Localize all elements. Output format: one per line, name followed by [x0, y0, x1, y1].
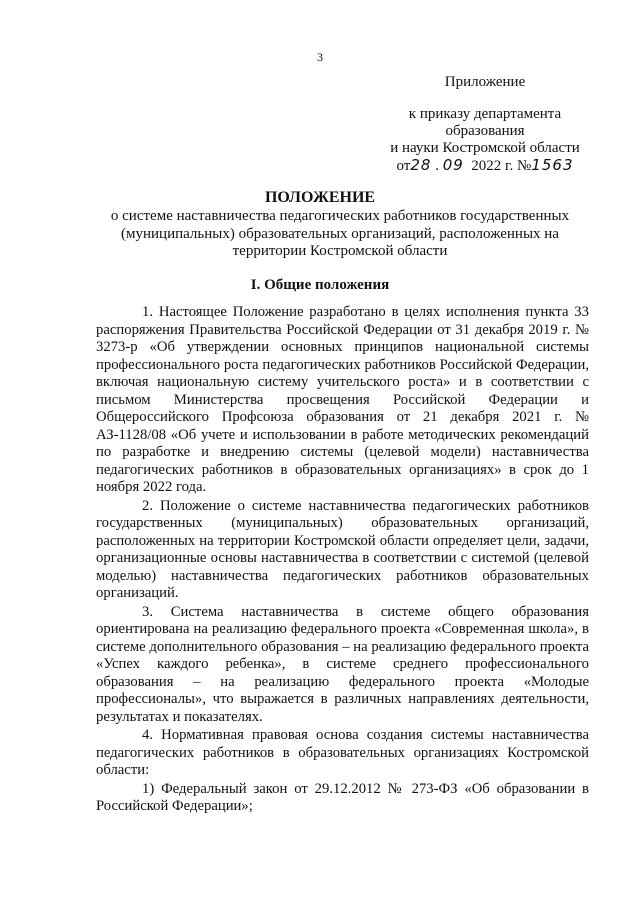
document-title: ПОЛОЖЕНИЕ — [264, 189, 376, 206]
annex-line-3: и науки Костромской области — [390, 140, 580, 156]
section-heading: I. Общие положения — [250, 277, 390, 293]
annex-line-2: образования — [445, 123, 525, 139]
paragraph: 3. Система наставничества в системе общего образования ориентирована на реализацию федерального проекта «Современная школа», в системе дополнительного образования – на реализацию федерального проекта «Успех каждого ребенка», в системе среднего профессионального образования – на реализацию федерального проекта «Молодые профессионалы», что выражается в различных направлениях деятельности, результатах и показателях. — [96, 603, 589, 725]
annex-title: Приложение — [444, 74, 526, 90]
annex-line-1: к приказу департамента — [408, 106, 562, 122]
handwritten-day: 28 — [410, 156, 432, 174]
document-subtitle: о системе наставничества педагогических работников государственных (муниципальных) образовательных организаций, расположенных на территории Костромской области — [110, 208, 570, 259]
paragraph: 1. Настоящее Положение разработано в целях исполнения пункта 33 распоряжения Правительства Российской Федерации от 31 декабря 2019 г. № 3273-р «Об утверждении основных принципов национальной системы профессионального роста педагогических работников Российской Федерации, включая национальную систему учительского роста» и в соответствии с письмом Министерства просвещения Российской Федерации и Общероссийского Профсоюза образования от 21 декабря 2021 г. № АЗ-1128/08 «Об учете и использовании в работе методических рекомендаций по разработке и внедрению системы (целевой модели) наставничества педагогических работников в образовательных организациях» в срок до 1 ноября 2022 года. — [96, 304, 589, 495]
date-prefix: от — [396, 158, 411, 174]
date-year: 2022 г. № — [471, 158, 532, 174]
document-body — [96, 304, 589, 817]
annex-block — [360, 106, 610, 175]
handwritten-month: 09 — [442, 156, 464, 174]
paragraph: 2. Положение о системе наставничества педагогических работников государственных (муниципальных) образовательных организаций, расположенных на территории Костромской области определяет цели, задачи, организационные основы наставничества в соответствии с системой (целевой моделью) наставничества педагогических работников образовательных организаций. — [96, 497, 589, 601]
annex-date-line: от28 . 09 2022 г. №1563 — [396, 156, 574, 174]
paragraph: 4. Нормативная правовая основа создания системы наставничества педагогических работников в образовательных организациях Костромской области: — [96, 727, 589, 778]
paragraph: 1) Федеральный закон от 29.12.2012 № 273-ФЗ «Об образовании в Российской Федерации»; — [96, 780, 589, 814]
handwritten-number: 1563 — [531, 156, 574, 174]
page-number: 3 — [317, 50, 323, 64]
